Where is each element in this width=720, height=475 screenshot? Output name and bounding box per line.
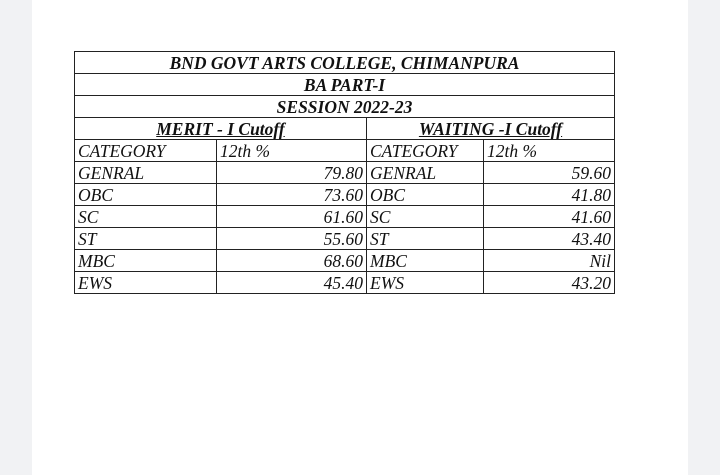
merit-cutoff: 79.80	[217, 162, 367, 184]
waiting-category-header: CATEGORY	[367, 140, 484, 162]
merit-cutoff: 68.60	[217, 250, 367, 272]
waiting-category: EWS	[367, 272, 484, 294]
merit-cutoff: 55.60	[217, 228, 367, 250]
waiting-category: MBC	[367, 250, 484, 272]
waiting-cutoff: 41.60	[484, 206, 615, 228]
table-row	[75, 228, 615, 250]
merit-cutoff: 73.60	[217, 184, 367, 206]
merit-header	[75, 118, 367, 140]
merit-category: ST	[75, 228, 217, 250]
table-row	[75, 272, 615, 294]
waiting-cutoff: Nil	[484, 250, 615, 272]
waiting-cutoff: 43.40	[484, 228, 615, 250]
waiting-cutoff: 43.20	[484, 272, 615, 294]
merit-cutoff: 45.40	[217, 272, 367, 294]
course-title: BA PART-I	[75, 74, 615, 96]
merit-category: OBC	[75, 184, 217, 206]
merit-category: GENRAL	[75, 162, 217, 184]
cutoff-table	[74, 51, 615, 294]
table-row	[75, 206, 615, 228]
table-row	[75, 184, 615, 206]
merit-category-header: CATEGORY	[75, 140, 217, 162]
table-row	[75, 250, 615, 272]
waiting-pct-header: 12th %	[484, 140, 615, 162]
waiting-cutoff: 59.60	[484, 162, 615, 184]
merit-category: SC	[75, 206, 217, 228]
column-header-row	[75, 140, 615, 162]
waiting-category: ST	[367, 228, 484, 250]
waiting-category: SC	[367, 206, 484, 228]
waiting-title: WAITING -I Cutoff	[418, 118, 563, 139]
waiting-header	[367, 118, 615, 140]
college-name: BND GOVT ARTS COLLEGE, CHIMANPURA	[75, 52, 615, 74]
table-row	[75, 162, 615, 184]
waiting-cutoff: 41.80	[484, 184, 615, 206]
merit-pct-header: 12th %	[217, 140, 367, 162]
merit-category: EWS	[75, 272, 217, 294]
waiting-category: OBC	[367, 184, 484, 206]
waiting-category: GENRAL	[367, 162, 484, 184]
merit-title: MERIT - I Cutoff	[156, 118, 285, 139]
merit-category: MBC	[75, 250, 217, 272]
merit-cutoff: 61.60	[217, 206, 367, 228]
session-title: SESSION 2022-23	[75, 96, 615, 118]
